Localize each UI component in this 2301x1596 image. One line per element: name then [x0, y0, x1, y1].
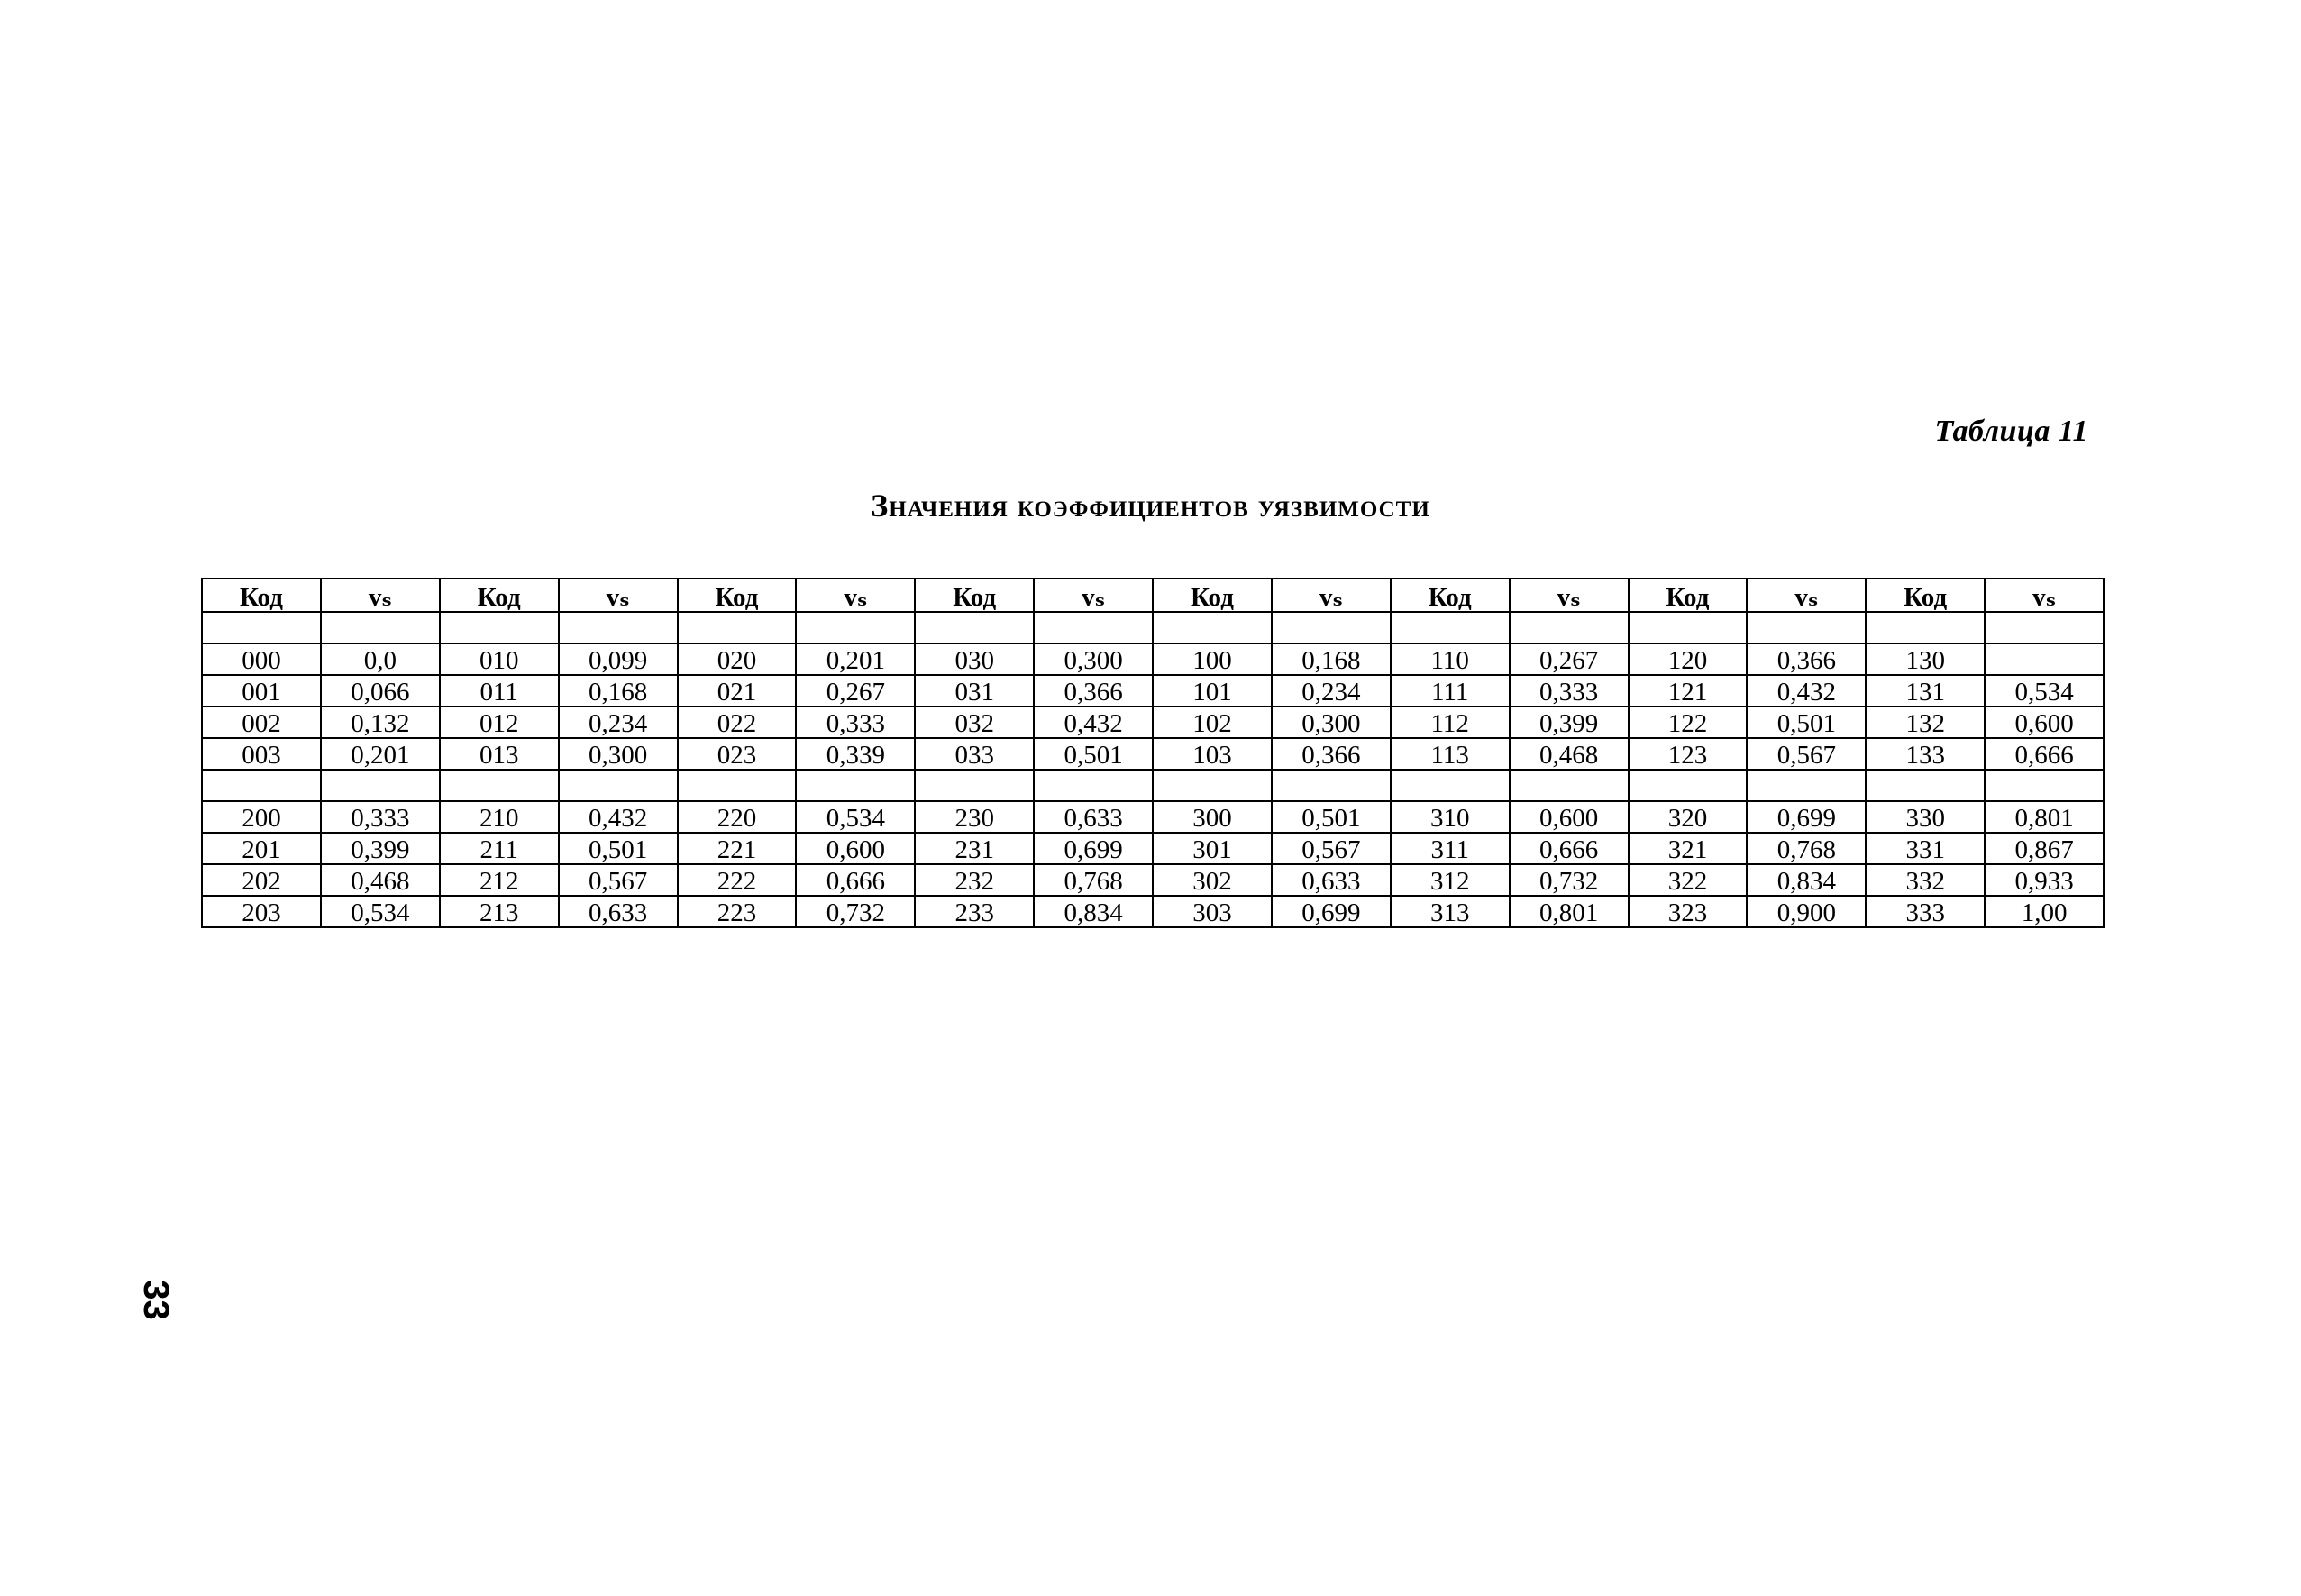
code-cell: 312 [1391, 864, 1510, 896]
coefficient-cell: 1,00 [1985, 896, 2104, 927]
code-cell: 233 [915, 896, 1034, 927]
code-cell: 023 [678, 738, 797, 770]
code-cell: 213 [440, 896, 559, 927]
table-caption: Таблица 11 [1934, 415, 2088, 448]
coefficient-cell: 0,567 [1272, 833, 1391, 864]
coefficient-cell [1747, 612, 1866, 643]
coefficient-cell: 0,834 [1034, 896, 1153, 927]
code-cell: 130 [1866, 643, 1985, 675]
code-cell [1153, 612, 1272, 643]
header-coefficient: vₛ [1985, 579, 2104, 612]
coefficient-cell [321, 770, 440, 801]
coefficient-cell: 0,699 [1747, 801, 1866, 833]
coefficient-cell: 0,168 [1272, 643, 1391, 675]
code-cell [915, 770, 1034, 801]
coefficient-cell: 0,501 [1034, 738, 1153, 770]
code-cell: 133 [1866, 738, 1985, 770]
coefficient-cell [321, 612, 440, 643]
header-coefficient: vₛ [1747, 579, 1866, 612]
code-cell: 033 [915, 738, 1034, 770]
table-row [202, 707, 2104, 738]
coefficient-cell: 0,501 [559, 833, 678, 864]
code-cell: 113 [1391, 738, 1510, 770]
coefficient-cell: 0,666 [1985, 738, 2104, 770]
coefficient-cell: 0,666 [796, 864, 915, 896]
code-cell: 211 [440, 833, 559, 864]
code-cell: 120 [1629, 643, 1748, 675]
coefficient-cell: 0,099 [559, 643, 678, 675]
code-cell: 131 [1866, 675, 1985, 707]
code-cell: 303 [1153, 896, 1272, 927]
coefficient-cell: 0,333 [1510, 675, 1629, 707]
code-cell: 020 [678, 643, 797, 675]
code-cell: 200 [202, 801, 321, 833]
header-coefficient: vₛ [1510, 579, 1629, 612]
coefficient-cell: 0,234 [1272, 675, 1391, 707]
code-cell: 013 [440, 738, 559, 770]
table-body [202, 612, 2104, 927]
coefficient-cell: 0,900 [1747, 896, 1866, 927]
code-cell: 222 [678, 864, 797, 896]
table-row [202, 738, 2104, 770]
coefficient-cell: 0,432 [1747, 675, 1866, 707]
coefficient-cell: 0,234 [559, 707, 678, 738]
code-cell: 203 [202, 896, 321, 927]
code-cell: 123 [1629, 738, 1748, 770]
code-cell: 010 [440, 643, 559, 675]
code-cell: 032 [915, 707, 1034, 738]
coefficient-cell [1510, 770, 1629, 801]
coefficient-cell [559, 770, 678, 801]
code-cell: 111 [1391, 675, 1510, 707]
code-cell: 201 [202, 833, 321, 864]
coefficient-cell: 0,432 [1034, 707, 1153, 738]
code-cell: 322 [1629, 864, 1748, 896]
coefficient-cell: 0,600 [796, 833, 915, 864]
coefficient-cell: 0,333 [796, 707, 915, 738]
code-cell [1391, 612, 1510, 643]
code-cell [1866, 770, 1985, 801]
coefficient-cell: 0,801 [1510, 896, 1629, 927]
code-cell: 122 [1629, 707, 1748, 738]
coefficient-cell: 0,468 [1510, 738, 1629, 770]
code-cell: 112 [1391, 707, 1510, 738]
coefficient-cell [1034, 770, 1153, 801]
table-row [202, 833, 2104, 864]
code-cell: 331 [1866, 833, 1985, 864]
header-coefficient: vₛ [559, 579, 678, 612]
table-row [202, 801, 2104, 833]
coefficient-cell: 0,201 [796, 643, 915, 675]
code-cell: 223 [678, 896, 797, 927]
code-cell [1153, 770, 1272, 801]
header-coefficient: vₛ [1034, 579, 1153, 612]
code-cell: 021 [678, 675, 797, 707]
code-cell: 221 [678, 833, 797, 864]
coefficient-cell: 0,201 [321, 738, 440, 770]
code-cell: 313 [1391, 896, 1510, 927]
header-code: Код [440, 579, 559, 612]
coefficient-cell: 0,567 [1747, 738, 1866, 770]
coefficient-cell: 0,801 [1985, 801, 2104, 833]
header-code: Код [202, 579, 321, 612]
table-spacer-row [202, 770, 2104, 801]
coefficient-cell: 0,066 [321, 675, 440, 707]
code-cell: 031 [915, 675, 1034, 707]
code-cell: 101 [1153, 675, 1272, 707]
code-cell [1391, 770, 1510, 801]
header-coefficient: vₛ [796, 579, 915, 612]
header-code: Код [1866, 579, 1985, 612]
coefficient-cell: 0,633 [1034, 801, 1153, 833]
code-cell: 103 [1153, 738, 1272, 770]
coefficient-cell: 0,933 [1985, 864, 2104, 896]
code-cell: 311 [1391, 833, 1510, 864]
code-cell: 332 [1866, 864, 1985, 896]
coefficient-cell: 0,399 [1510, 707, 1629, 738]
coefficient-cell: 0,339 [796, 738, 915, 770]
coefficient-cell: 0,699 [1034, 833, 1153, 864]
code-cell: 003 [202, 738, 321, 770]
coefficient-cell: 0,0 [321, 643, 440, 675]
coefficient-cell [796, 612, 915, 643]
code-cell: 210 [440, 801, 559, 833]
code-cell: 121 [1629, 675, 1748, 707]
coefficient-cell: 0,300 [1034, 643, 1153, 675]
code-cell: 231 [915, 833, 1034, 864]
coefficient-cell: 0,600 [1510, 801, 1629, 833]
code-cell: 301 [1153, 833, 1272, 864]
coefficient-cell: 0,633 [1272, 864, 1391, 896]
coefficient-cell: 0,333 [321, 801, 440, 833]
code-cell: 011 [440, 675, 559, 707]
code-cell: 012 [440, 707, 559, 738]
code-cell [678, 612, 797, 643]
code-cell [440, 612, 559, 643]
code-cell [678, 770, 797, 801]
header-coefficient: vₛ [321, 579, 440, 612]
code-cell: 110 [1391, 643, 1510, 675]
code-cell: 230 [915, 801, 1034, 833]
coefficient-cell [796, 770, 915, 801]
header-code: Код [1391, 579, 1510, 612]
coefficient-cell: 0,732 [796, 896, 915, 927]
coefficient-cell: 0,534 [796, 801, 915, 833]
coefficient-cell: 0,168 [559, 675, 678, 707]
header-code: Код [678, 579, 797, 612]
coefficient-cell [1272, 770, 1391, 801]
coefficient-cell: 0,666 [1510, 833, 1629, 864]
coefficient-cell: 0,399 [321, 833, 440, 864]
header-code: Код [1629, 579, 1748, 612]
code-cell [1629, 612, 1748, 643]
code-cell: 132 [1866, 707, 1985, 738]
coefficient-cell: 0,501 [1747, 707, 1866, 738]
code-cell: 100 [1153, 643, 1272, 675]
code-cell: 001 [202, 675, 321, 707]
coefficient-cell: 0,366 [1272, 738, 1391, 770]
code-cell [1629, 770, 1748, 801]
coefficient-cell: 0,267 [1510, 643, 1629, 675]
coefficient-cell: 0,567 [559, 864, 678, 896]
coefficient-cell [1272, 612, 1391, 643]
coefficient-cell: 0,501 [1272, 801, 1391, 833]
coefficient-cell [559, 612, 678, 643]
coefficient-cell: 0,432 [559, 801, 678, 833]
code-cell: 232 [915, 864, 1034, 896]
code-cell: 220 [678, 801, 797, 833]
header-coefficient: vₛ [1272, 579, 1391, 612]
coefficient-cell: 0,267 [796, 675, 915, 707]
code-cell: 300 [1153, 801, 1272, 833]
coefficient-cell: 0,300 [559, 738, 678, 770]
code-cell: 102 [1153, 707, 1272, 738]
code-cell: 330 [1866, 801, 1985, 833]
code-cell: 030 [915, 643, 1034, 675]
coefficient-cell [1985, 770, 2104, 801]
code-cell: 022 [678, 707, 797, 738]
code-cell [915, 612, 1034, 643]
code-cell: 002 [202, 707, 321, 738]
coefficient-cell [1985, 643, 2104, 675]
coefficient-cell: 0,300 [1272, 707, 1391, 738]
coefficient-cell: 0,732 [1510, 864, 1629, 896]
code-cell [202, 770, 321, 801]
code-cell [1866, 612, 1985, 643]
table-row [202, 896, 2104, 927]
coefficient-cell: 0,366 [1034, 675, 1153, 707]
coefficient-cell: 0,534 [321, 896, 440, 927]
coefficient-cell: 0,534 [1985, 675, 2104, 707]
table-row [202, 675, 2104, 707]
coefficient-cell: 0,366 [1747, 643, 1866, 675]
code-cell: 212 [440, 864, 559, 896]
page-number: 33 [135, 1280, 176, 1320]
code-cell: 302 [1153, 864, 1272, 896]
header-code: Код [915, 579, 1034, 612]
code-cell: 202 [202, 864, 321, 896]
coefficient-cell [1747, 770, 1866, 801]
coefficient-cell: 0,867 [1985, 833, 2104, 864]
code-cell: 310 [1391, 801, 1510, 833]
vulnerability-table-container [201, 578, 2105, 928]
coefficient-cell: 0,600 [1985, 707, 2104, 738]
table-spacer-row [202, 612, 2104, 643]
coefficient-cell [1510, 612, 1629, 643]
coefficient-cell: 0,768 [1034, 864, 1153, 896]
coefficient-cell: 0,699 [1272, 896, 1391, 927]
header-code: Код [1153, 579, 1272, 612]
code-cell: 000 [202, 643, 321, 675]
code-cell: 333 [1866, 896, 1985, 927]
coefficient-cell: 0,834 [1747, 864, 1866, 896]
table-row [202, 643, 2104, 675]
table-header-row [202, 579, 2104, 612]
table-row [202, 864, 2104, 896]
code-cell: 323 [1629, 896, 1748, 927]
page-title: Значения коэффициентов уязвимости [871, 488, 1430, 524]
coefficient-cell: 0,132 [321, 707, 440, 738]
vulnerability-coefficients-table [201, 578, 2105, 928]
coefficient-cell [1034, 612, 1153, 643]
coefficient-cell: 0,768 [1747, 833, 1866, 864]
code-cell: 321 [1629, 833, 1748, 864]
coefficient-cell: 0,468 [321, 864, 440, 896]
code-cell: 320 [1629, 801, 1748, 833]
coefficient-cell: 0,633 [559, 896, 678, 927]
code-cell [202, 612, 321, 643]
code-cell [440, 770, 559, 801]
coefficient-cell [1985, 612, 2104, 643]
